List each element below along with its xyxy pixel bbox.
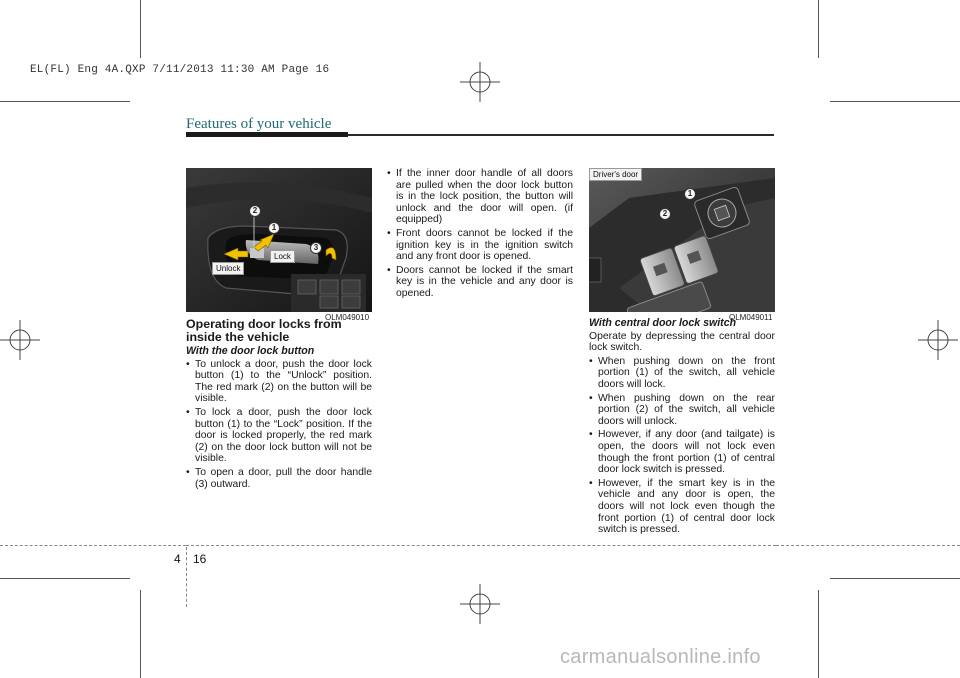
list-item: • Doors cannot be locked if the smart key is in the vehicle and any door is opened. bbox=[387, 265, 573, 300]
list-item: • When pushing down on the rear portion (2) of the switch, all vehicle doors will unlock. bbox=[589, 393, 775, 428]
crop-mark bbox=[140, 0, 141, 58]
crop-mark bbox=[140, 590, 141, 678]
list-item: • To lock a door, push the door lock button (1) to the “Lock” position. If the door is locked properly, the red mark (2) on the door lock button will not be visible. bbox=[186, 407, 372, 465]
bullet-list bbox=[387, 168, 573, 300]
registration-mark-icon bbox=[460, 62, 500, 102]
list-item: • To unlock a door, push the door lock button (1) to the “Unlock” position. The red mark (2) on the button will be visible. bbox=[186, 359, 372, 405]
subsection-heading: With central door lock switch bbox=[589, 317, 737, 329]
marker-2: 2 bbox=[659, 208, 671, 220]
footer-divider bbox=[186, 547, 187, 607]
right-column bbox=[589, 318, 775, 538]
footer-rule bbox=[776, 545, 960, 546]
marker-3: 3 bbox=[310, 242, 322, 254]
section-heading: Operating door locks from inside the vehicle bbox=[186, 317, 342, 344]
footer-rule bbox=[186, 545, 776, 546]
marker-1: 1 bbox=[268, 222, 280, 234]
footer-rule bbox=[0, 545, 186, 546]
figure-code: OLM049010 bbox=[325, 313, 370, 322]
page-header-title: Features of your vehicle bbox=[186, 116, 332, 132]
figure-code: OLM049011 bbox=[729, 313, 773, 322]
lock-label: Lock bbox=[270, 250, 295, 263]
print-slug: EL(FL) Eng 4A.QXP 7/11/2013 11:30 AM Page 16 bbox=[30, 64, 330, 76]
door-handle-illustration bbox=[186, 168, 372, 312]
crop-mark bbox=[818, 0, 819, 58]
crop-mark bbox=[830, 101, 960, 102]
switch-panel-illustration bbox=[589, 168, 775, 312]
left-column bbox=[186, 318, 372, 492]
marker-1: 1 bbox=[684, 188, 696, 200]
list-item: • However, if any door (and tailgate) is open, the doors will not lock even though the front portion (1) of central door lock switch is pressed. bbox=[589, 429, 775, 475]
bullet-list bbox=[186, 359, 372, 491]
list-item: • To open a door, pull the door handle (3) outward. bbox=[186, 467, 372, 490]
registration-mark-icon bbox=[918, 320, 958, 360]
bullet-list bbox=[589, 356, 775, 536]
unlock-label: Unlock bbox=[212, 262, 244, 275]
marker-2: 2 bbox=[249, 205, 261, 217]
page-number: 16 bbox=[193, 552, 207, 566]
list-item: • Front doors cannot be locked if the ignition key is in the ignition switch and any front door is opened. bbox=[387, 228, 573, 263]
subsection-heading: With the door lock button bbox=[186, 345, 315, 357]
crop-mark bbox=[818, 590, 819, 678]
intro-paragraph: Operate by depressing the central door lock switch. bbox=[589, 330, 775, 354]
door-lock-button-photo bbox=[186, 168, 372, 312]
crop-mark bbox=[830, 578, 960, 579]
crop-mark bbox=[0, 578, 130, 579]
crop-mark bbox=[0, 101, 130, 102]
list-item: • If the inner door handle of all doors are pulled when the door lock button is in the lock position, the button will unlock and the door will open. (if equipped) bbox=[387, 168, 573, 226]
watermark: carmanualsonline.info bbox=[560, 646, 761, 668]
central-lock-switch-photo bbox=[589, 168, 775, 312]
registration-mark-icon bbox=[0, 320, 40, 360]
list-item: • When pushing down on the front portion (1) of the switch, all vehicle doors will lock. bbox=[589, 356, 775, 391]
header-rule-accent bbox=[186, 132, 348, 137]
section-number: 4 bbox=[174, 552, 181, 566]
registration-mark-icon bbox=[460, 584, 500, 624]
list-item: • However, if the smart key is in the vehicle and any door is open, the doors will not lock even though the front portion (1) of central door lock switch is pressed. bbox=[589, 478, 775, 536]
drivers-door-label: Driver's door bbox=[589, 168, 642, 181]
middle-column bbox=[387, 168, 573, 302]
